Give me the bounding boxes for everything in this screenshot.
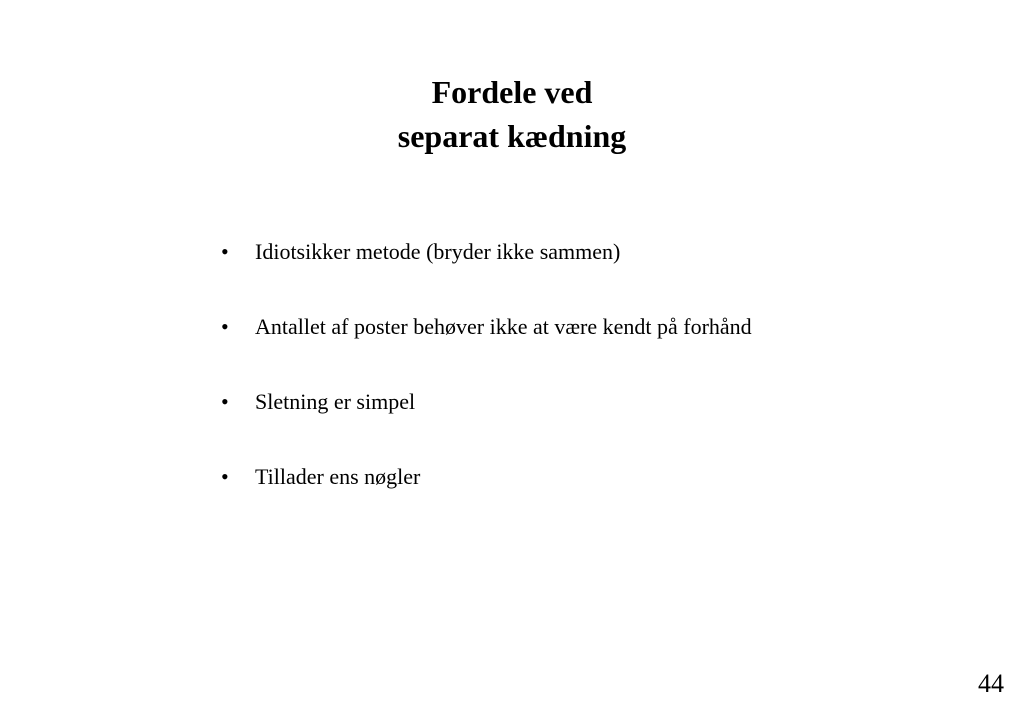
bullet-item — [221, 383, 752, 421]
bullet-text: Tillader ens nøgler — [255, 464, 421, 489]
slide-title-line-1: Fordele ved — [431, 74, 593, 110]
bullet-dot-icon: • — [221, 389, 229, 414]
slide-title — [0, 70, 1024, 158]
slide-title-line-2: separat kædning — [397, 118, 627, 154]
bullet-item — [221, 458, 752, 496]
bullet-item — [221, 233, 752, 271]
bullet-dot-icon: • — [221, 314, 229, 339]
bullet-dot-icon: • — [221, 239, 229, 264]
bullet-text: Antallet af poster behøver ikke at være kendt på forhånd — [255, 314, 752, 339]
page-number: 44 — [978, 669, 1004, 698]
bullet-text: Sletning er simpel — [255, 389, 416, 414]
bullet-list — [221, 233, 752, 533]
bullet-dot-icon: • — [221, 464, 229, 489]
bullet-item — [221, 308, 752, 346]
bullet-text: Idiotsikker metode (bryder ikke sammen) — [255, 239, 621, 264]
